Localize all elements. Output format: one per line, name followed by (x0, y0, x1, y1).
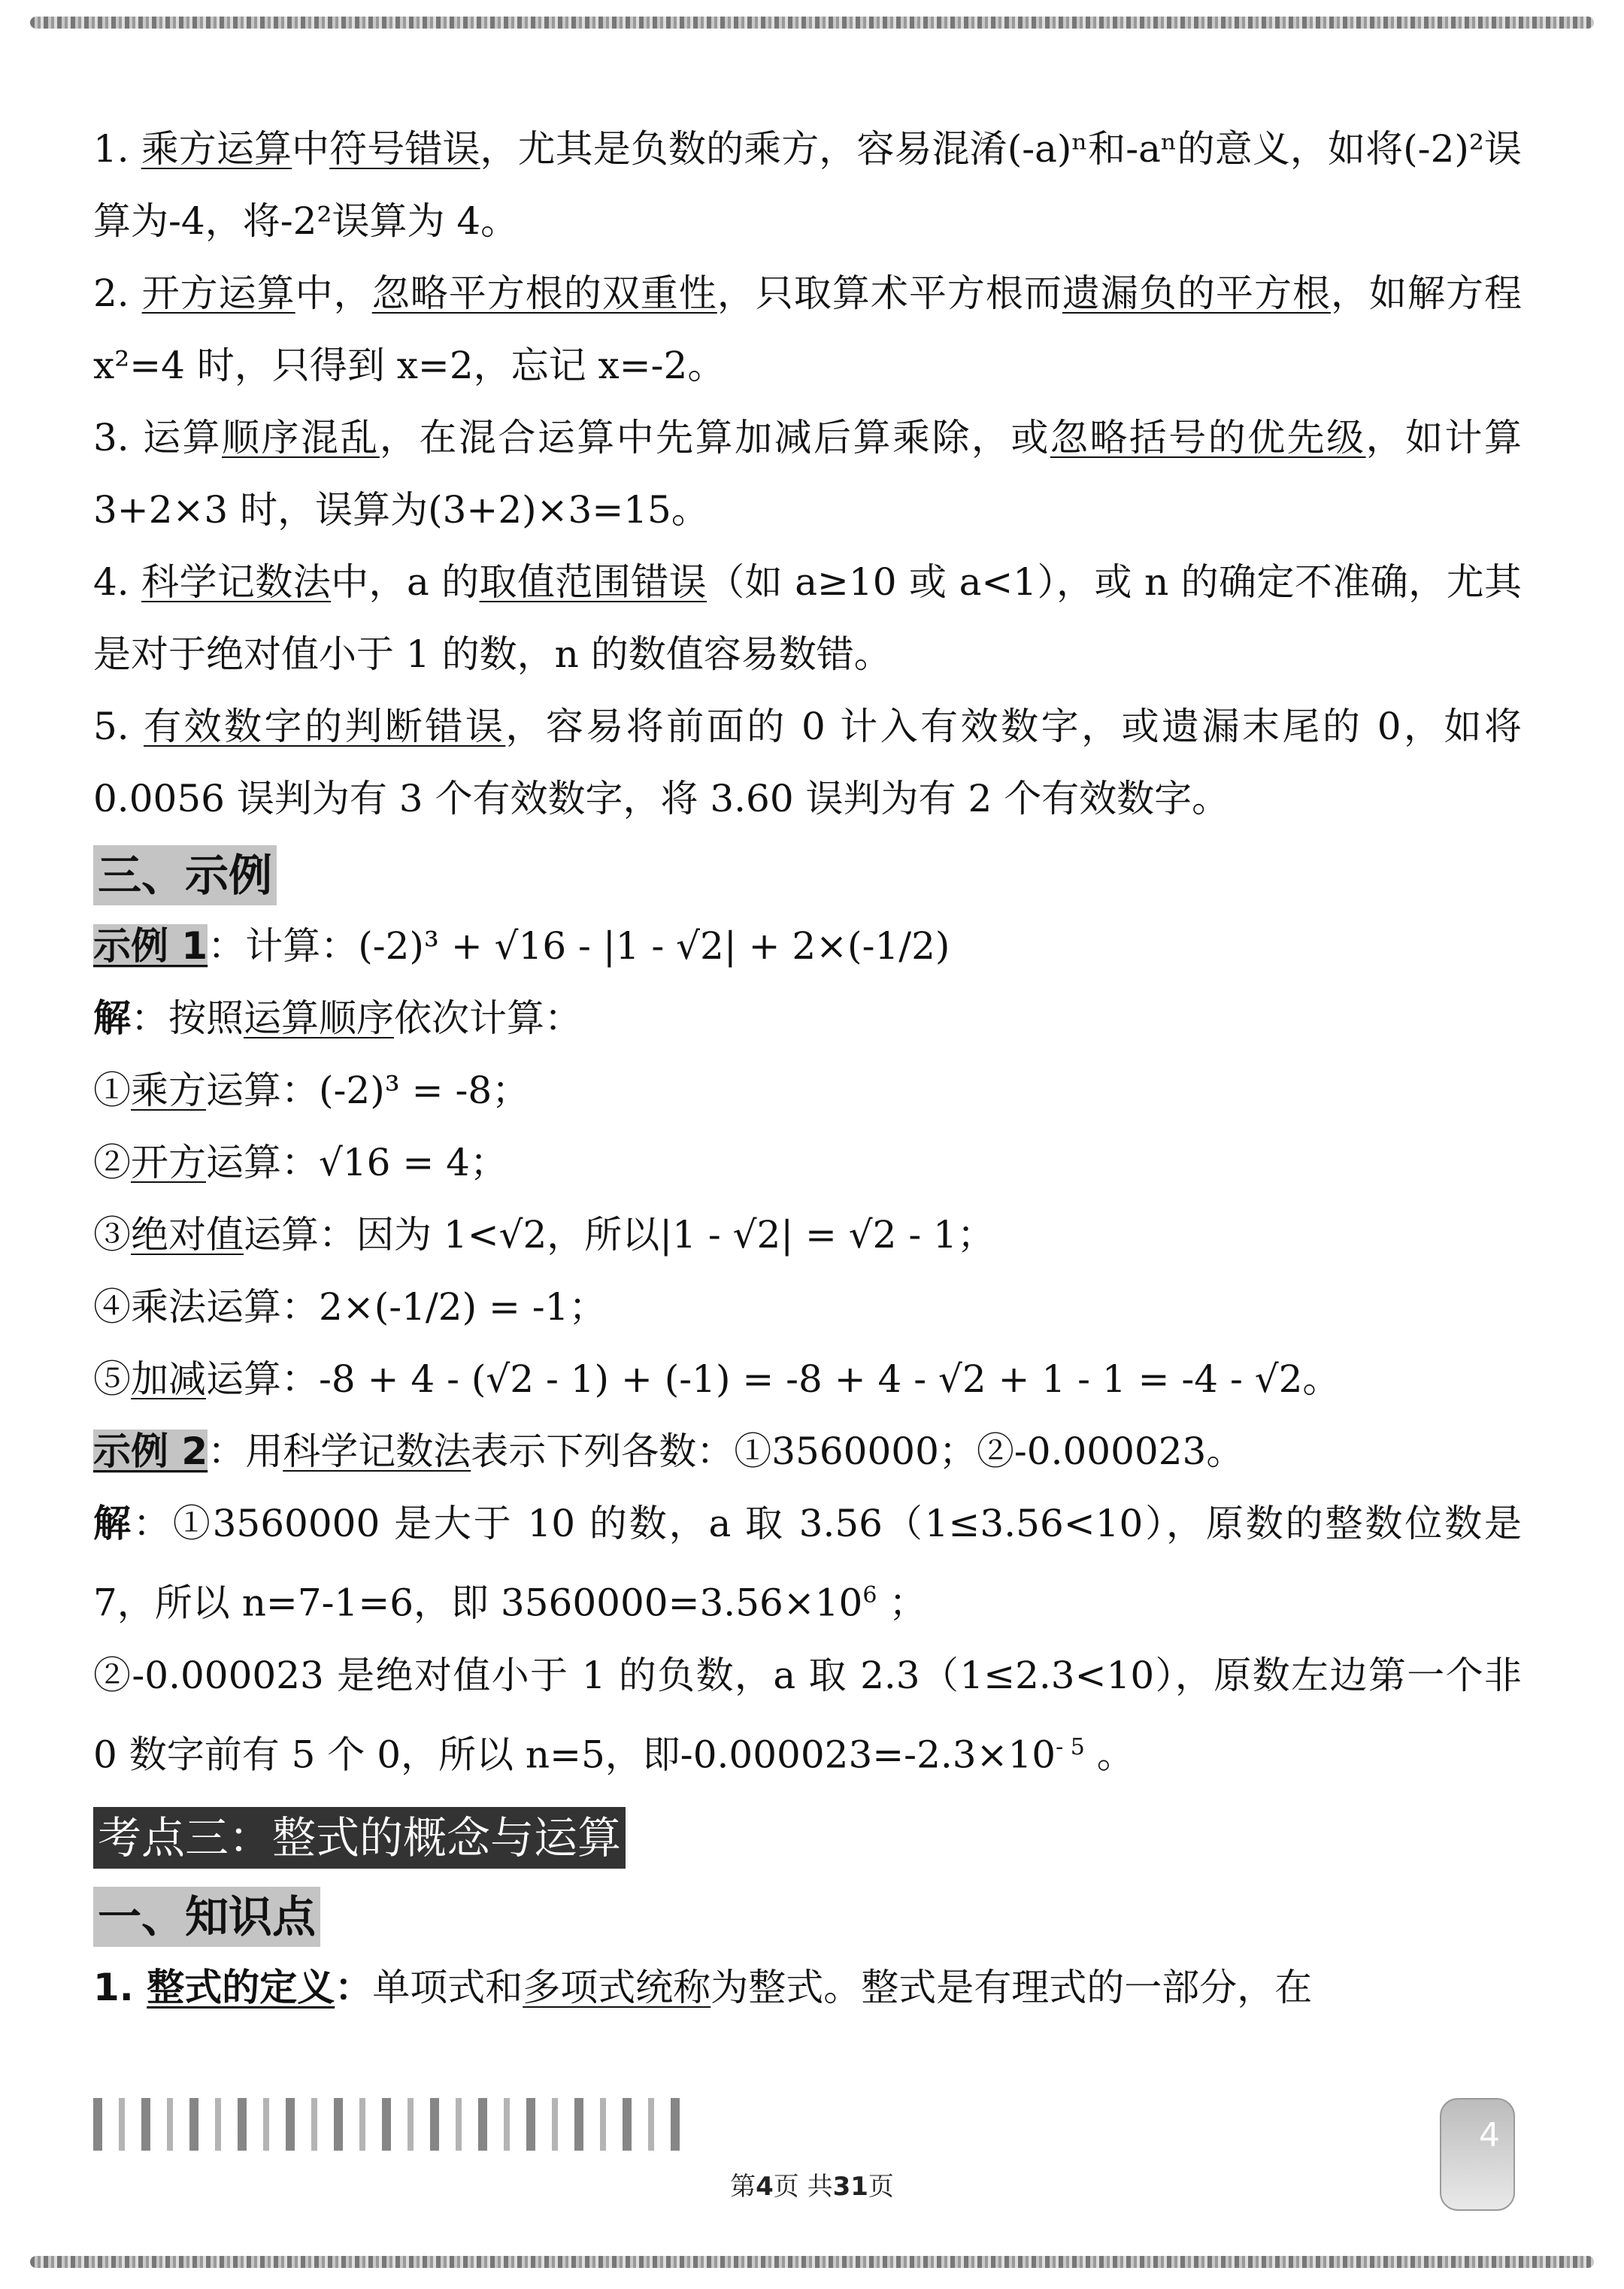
solution-step (93, 1054, 1522, 1126)
keyword: 绝对值 (131, 1213, 244, 1257)
example-1-solution-intro (93, 982, 1522, 1054)
item-number: 1. (93, 1966, 147, 2010)
step-marker: ⑤ (93, 1357, 131, 1401)
exponent: - 5 (1056, 1733, 1085, 1760)
text: （如 a≥10 或 a<1），或 n 的确定不准确，尤其是对于绝对值小于 1 的数，n 的数值容易数错。 (93, 560, 1522, 676)
text: ，尤其是负数的乘方，容易混淆(-a)ⁿ和-aⁿ的意义，如将(-2)²误算为-4，将-2²误算为 4。 (93, 127, 1522, 243)
total-pages: 31 (832, 2172, 868, 2202)
text: ：用 (208, 1429, 283, 1473)
keyword: 运算顺序 (244, 996, 394, 1040)
step-marker: ③ (93, 1213, 131, 1257)
keyword: 开方 (131, 1141, 206, 1184)
item-number: 2. (93, 271, 142, 315)
text: ：①3560000 是大于 10 的数，a 取 3.56（1≤3.56<10），原数的整数位数是 7，所以 n=7-1=6，即 3560000=3.56×10 (93, 1502, 1522, 1625)
keyword: 加减 (131, 1357, 206, 1401)
page-corner-tab: 4 (1440, 2098, 1515, 2211)
example-1-question (93, 910, 1522, 982)
page-footer (0, 2166, 1624, 2203)
keyword: 遗漏负的平方根 (1062, 271, 1331, 315)
text: ： (335, 1966, 373, 2010)
example-2-question (93, 1415, 1522, 1487)
text: 表示下列各数：①3560000；②-0.000023。 (471, 1429, 1244, 1473)
footer-text: 第 (730, 2172, 756, 2202)
keyword: 忽略括号的优先级 (1050, 416, 1366, 459)
scan-edge-top (30, 17, 1594, 29)
footer-text: 页 (868, 2172, 894, 2202)
page-number: 4 (756, 2172, 774, 2202)
item-number: 1. (93, 127, 141, 171)
text: ，如计算 3+2×3 时，误算为(3+2)×3=15。 (93, 416, 1522, 532)
text: ，只取算术平方根而 (717, 271, 1062, 315)
example-2-solution-2 (93, 1639, 1522, 1791)
keyword: 多项式统称 (523, 1966, 711, 2010)
page-content (93, 113, 1522, 2024)
step-marker: ④ (93, 1285, 131, 1329)
text: 。 (1084, 1733, 1135, 1777)
scan-edge-bottom (30, 2256, 1594, 2268)
list-item (93, 402, 1522, 546)
list-item (93, 113, 1522, 257)
text: 运算：(-2)³ = -8； (206, 1069, 530, 1112)
list-item (93, 690, 1522, 835)
item-number: 4. (93, 560, 142, 604)
solution-label: 解 (93, 1502, 133, 1545)
example-label: 示例 1 (93, 924, 208, 968)
text: ； (877, 1581, 927, 1625)
footer-text: 页 共 (773, 2172, 833, 2202)
text: 乘法运算：2×(-1/2) = -1； (131, 1285, 607, 1329)
keyword: 符号错误 (329, 127, 480, 171)
text: ②-0.000023 是绝对值小于 1 的负数，a 取 2.3（1≤2.3<10），原数左边第一个非 0 数字前有 5 个 0，所以 n=5，即-0.000023=-2.3×10 (93, 1653, 1522, 1777)
text: 中， (295, 271, 372, 315)
cut-off-text-line (93, 2098, 680, 2151)
text: ：按照 (131, 996, 244, 1040)
text: 运算：-8 + 4 - (√2 - 1) + (-1) = -8 + 4 - √2 + 1 - 1 = -4 - √2。 (206, 1357, 1341, 1401)
step-marker: ② (93, 1141, 131, 1184)
exponent: 6 (862, 1582, 877, 1608)
item-number: 5. (93, 705, 144, 748)
text: 为整式。整式是有理式的一部分，在 (710, 1966, 1313, 2010)
keyword: 取值范围错误 (479, 560, 707, 604)
solution-step (93, 1271, 1522, 1343)
text: 依次计算： (394, 996, 582, 1040)
knowledge-item (93, 1951, 1522, 2024)
text: 运算：√16 = 4； (206, 1141, 508, 1184)
item-number: 3. (93, 416, 144, 459)
list-item (93, 546, 1522, 690)
text: ，容易将前面的 0 计入有效数字，或遗漏末尾的 0，如将 0.0056 误判为有 3 个有效数字，将 3.60 误判为有 2 个有效数字。 (93, 705, 1522, 820)
step-marker: ① (93, 1069, 131, 1112)
keyword: 科学记数法 (141, 560, 332, 604)
text: 中 (292, 127, 330, 171)
kaodian-heading: 考点三：整式的概念与运算 (93, 1807, 626, 1869)
keyword: 顺序混乱 (222, 416, 380, 459)
text: ，在混合运算中先算加减后算乘除，或 (379, 416, 1050, 459)
solution-step (93, 1199, 1522, 1271)
example-label: 示例 2 (93, 1429, 208, 1473)
text: 单项式和 (372, 1966, 523, 2010)
text: 运算：因为 1<√2，所以|1 - √2| = √2 - 1； (244, 1213, 995, 1257)
keyword: 开方运算 (141, 271, 295, 315)
text: 中，a 的 (331, 560, 480, 604)
keyword: 乘方运算 (141, 127, 292, 171)
keyword: 有效数字的判断错误 (144, 705, 506, 748)
solution-label: 解 (93, 996, 131, 1040)
text: 运算 (143, 416, 223, 459)
term: 整式的定义 (147, 1966, 335, 2010)
keyword: 科学记数法 (283, 1429, 471, 1473)
solution-step (93, 1343, 1522, 1415)
example-2-solution-1 (93, 1487, 1522, 1639)
keyword: 乘方 (131, 1069, 206, 1112)
section-heading-knowledge: 一、知识点 (93, 1887, 320, 1947)
text: ，如解方程 x²=4 时，只得到 x=2，忘记 x=-2。 (93, 271, 1522, 387)
list-item (93, 257, 1522, 402)
solution-step (93, 1126, 1522, 1199)
keyword: 忽略平方根的双重性 (371, 271, 717, 315)
question-text: ：计算：(-2)³ + √16 - |1 - √2| + 2×(-1/2) (208, 924, 950, 968)
section-heading-examples: 三、示例 (93, 845, 277, 905)
